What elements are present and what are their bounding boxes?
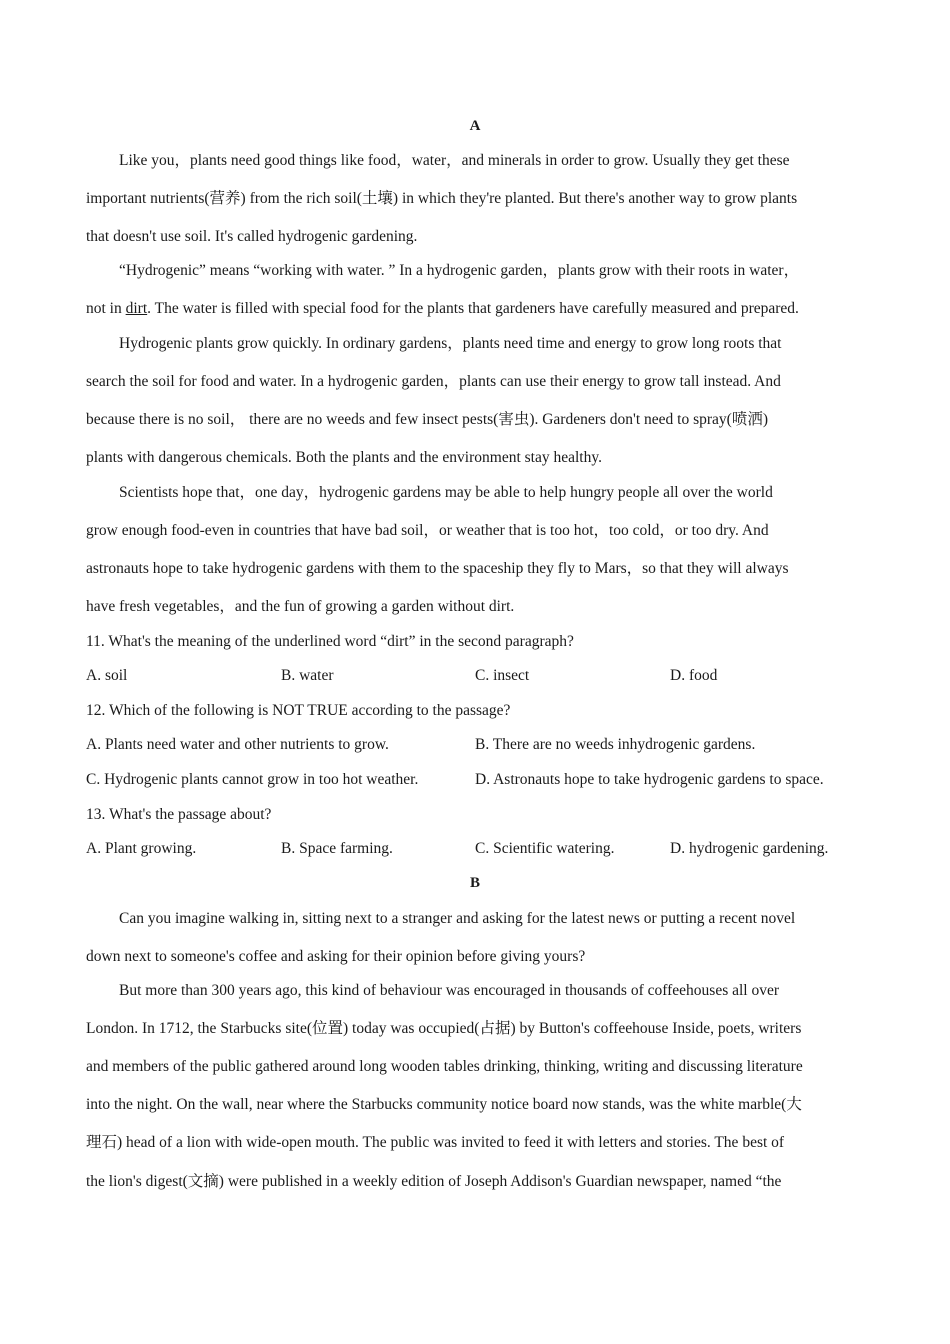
a-p3-line-3: because there is no soil， there are no weeds and few insect pests(害虫). Gardeners don't need to spray(喷洒) [86,411,768,428]
q12-option-d: D. Astronauts hope to take hydrogenic gardens to space. [475,771,824,788]
b-p1-line-1: Can you imagine walking in, sitting next to a stranger and asking for the latest news or putting a recent novel [119,910,796,927]
q11-option-c: C. insect [475,667,530,684]
b-p2-line-6: the lion's digest(文摘) were published in a weekly edition of Joseph Addison's Guardian newspaper, named “the [86,1173,782,1190]
b-p2-line-1: But more than 300 years ago, this kind of behaviour was encouraged in thousands of coffeehouses all over [119,982,780,999]
section-a-heading: A [469,118,481,134]
b-p2-line-2: London. In 1712, the Starbucks site(位置) today was occupied(占据) by Button's coffeehouse Inside, poets, writers [86,1020,802,1037]
q12-option-c: C. Hydrogenic plants cannot grow in too hot weather. [86,771,419,788]
q11-option-b: B. water [281,667,334,684]
a-p2-rest: The water is filled with special food for the plants that gardeners have carefully measured and prepared. [154,300,799,317]
q12-option-b: B. There are no weeds inhydrogenic gardens. [475,736,756,753]
q13-option-c: C. Scientific watering. [475,840,615,857]
a-p3-line-4: plants with dangerous chemicals. Both the plants and the environment stay healthy. [86,449,602,466]
question-12-stem: 12. Which of the following is NOT TRUE according to the passage? [86,702,511,719]
section-b-heading: B [469,875,480,891]
a-p1-line-2: important nutrients(营养) from the rich soil(土壤) in which they're planted. But there's another way to grow plants [86,190,798,207]
a-p4-line-1: Scientists hope that，one day，hydrogenic gardens may be able to help hungry people all over the world [119,484,773,501]
question-13-stem: 13. What's the passage about? [86,806,272,823]
b-p2-line-5: 理石) head of a lion with wide-open mouth. The public was invited to feed it with letters and stories. The best of [86,1134,785,1151]
b-p1-line-2: down next to someone's coffee and asking for their opinion before giving yours? [86,948,586,965]
a-p2-prefix: not in [86,300,126,317]
a-p4-line-2: grow enough food-even in countries that have bad soil，or weather that is too hot，too cold，or too dry. And [86,522,769,539]
question-11-stem: 11. What's the meaning of the underlined word “dirt” in the second paragraph? [86,633,574,650]
b-p2-line-4: into the night. On the wall, near where the Starbucks community notice board now stands, was the white marble(大 [86,1096,802,1113]
q11-option-d: D. food [670,667,718,684]
q13-option-b: B. Space farming. [281,840,393,857]
a-p4-line-3: astronauts hope to take hydrogenic gardens with them to the spaceship they fly to Mars，so that they will always [86,560,789,577]
a-p2-after: . [147,300,155,317]
underlined-word-dirt: dirt [125,300,148,317]
q12-option-a: A. Plants need water and other nutrients to grow. [86,736,389,753]
a-p1-line-1: Like you，plants need good things like food，water，and minerals in order to grow. Usually they get these [119,152,790,169]
q11-option-a: A. soil [86,667,128,684]
b-p2-line-3: and members of the public gathered around long wooden tables drinking, thinking, writing and discussing literature [86,1058,803,1075]
a-p2-line-2 [86,299,799,319]
a-p1-line-3: that doesn't use soil. It's called hydrogenic gardening. [86,228,418,245]
a-p3-line-1: Hydrogenic plants grow quickly. In ordinary gardens，plants need time and energy to grow long roots that [119,335,782,352]
q13-option-d: D. hydrogenic gardening. [670,840,829,857]
a-p3-line-2: search the soil for food and water. In a hydrogenic garden，plants can use their energy to grow tall instead. And [86,373,781,390]
a-p4-line-4: have fresh vegetables，and the fun of growing a garden without dirt. [86,598,515,615]
a-p2-line-1: “Hydrogenic” means “working with water. ” In a hydrogenic garden，plants grow with their roots in water， [119,262,800,279]
q13-option-a: A. Plant growing. [86,840,197,857]
